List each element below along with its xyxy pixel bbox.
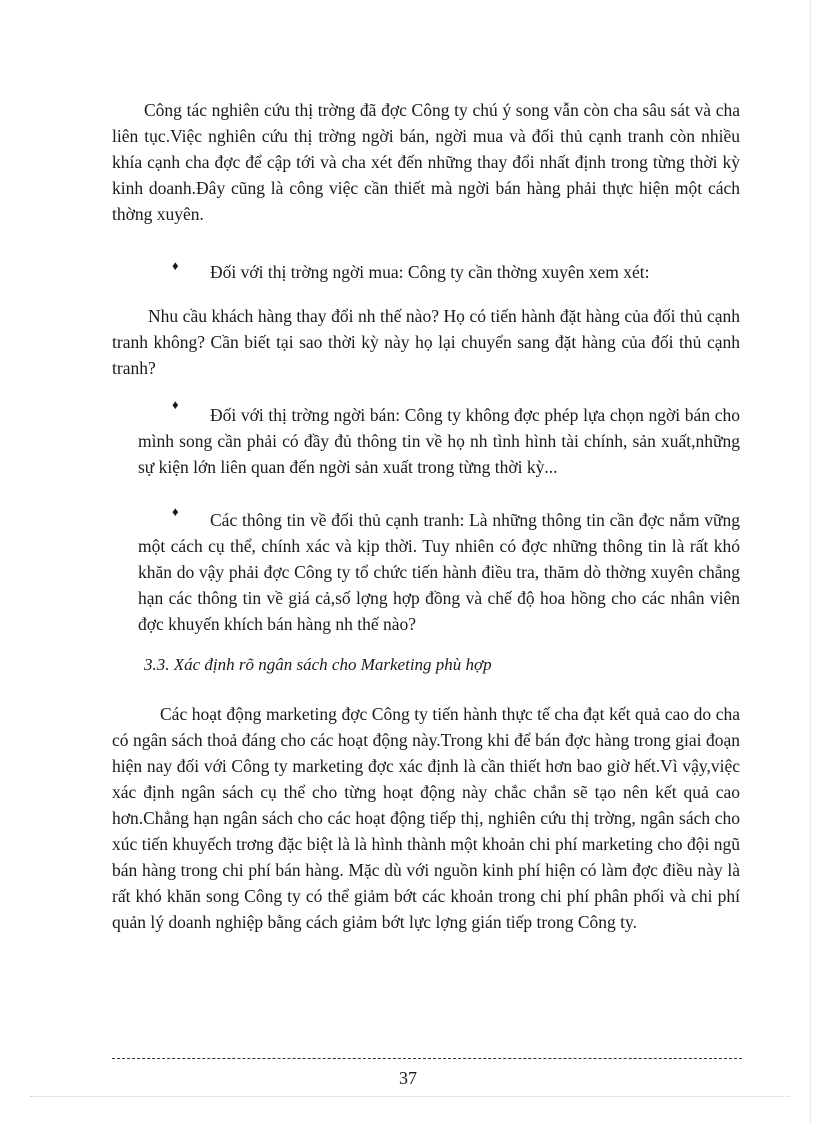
bullet-diamond-icon: ♦ xyxy=(172,504,179,519)
page-number: 37 xyxy=(399,1068,417,1088)
bullet-diamond-icon: ♦ xyxy=(172,397,179,412)
footer-rule xyxy=(112,1058,742,1059)
bullet-buyer-market: Đối với thị trờng ngời mua: Công ty cần thờng xuyên xem xét: xyxy=(210,262,650,282)
paragraph-customer-needs: Nhu cầu khách hàng thay đổi nh thế nào? Họ có tiến hành đặt hàng của đối thủ cạnh tranh không? Cần biết tại sao thời kỳ này họ lại chuyển sang đặt hàng của đối thủ cạnh tranh? xyxy=(112,306,740,378)
page-edge-vertical-dots xyxy=(810,0,811,1123)
paragraph-market-research: Công tác nghiên cứu thị trờng đã đợc Công ty chú ý song vẫn còn cha sâu sát và cha liên tục.Việc nghiên cứu thị trờng ngời bán, ngời mua và đối thủ cạnh tranh còn nhiều khía cạnh cha đợc để cập tới và cha xét đến những thay đổi nhất định trong từng thời kỳ kinh doanh.Đây cũng là công việc cần thiết mà ngời bán hàng phải thực hiện một cách thờng xuyên. xyxy=(112,100,740,224)
bullet-diamond-icon: ♦ xyxy=(172,258,179,273)
page-edge-dotted-line xyxy=(30,1096,790,1097)
paragraph-marketing-budget: Các hoạt động marketing đợc Công ty tiến hành thực tế cha đạt kết quả cao do cha có ngân sách thoả đáng cho các hoạt động này.Trong khi để bán đợc hàng trong giai đoạn hiện nay đối với Công ty marketing đợc xác định là cần thiết hơn bao giờ hết.Vì vậy,việc xác định ngân sách cụ thể cho từng hoạt động này chắc chắn sẽ tạo nên kết quả cao hơn.Chẳng hạn ngân sách cho các hoạt động tiếp thị, nghiên cứu thị trờng, ngân sách cho xúc tiến khuyếch trơng đặc biệt là là hình thành một khoản chi phí marketing cho đội ngũ bán hàng trong chi phí bán hàng. Mặc dù với nguồn kinh phí hiện có làm đợc điều này là rất khó khăn song Công ty có thể giảm bớt các khoản trong chi phí phân phối và chi phí quản lý doanh nghiệp bằng cách giảm bớt lực lợng gián tiếp trong Công ty. xyxy=(112,704,740,932)
section-heading: 3.3. Xác định rõ ngân sách cho Marketing phù hợp xyxy=(144,655,492,674)
bullet-seller-market: Đối với thị trờng ngời bán: Công ty không đợc phép lựa chọn ngời bán cho mình song cần phải có đầy đủ thông tin về họ nh tình hình tài chính, sản xuất,những sự kiện lớn liên quan đến ngời sản xuất trong từng thời kỳ... xyxy=(138,405,740,477)
bullet-competitor-info: Các thông tin về đối thủ cạnh tranh: Là những thông tin cần đợc nắm vững một cách cụ thể, chính xác và kịp thời. Tuy nhiên có đợc những thông tin là rất khó khăn do vậy phải đợc Công ty tổ chức tiến hành điều tra, thăm dò thờng xuyên chẳng hạn các thông tin về giá cả,số lợng hợp đồng và chế độ hoa hồng cho các nhân viên đợc khuyến khích bán hàng nh thế nào? xyxy=(138,510,740,634)
